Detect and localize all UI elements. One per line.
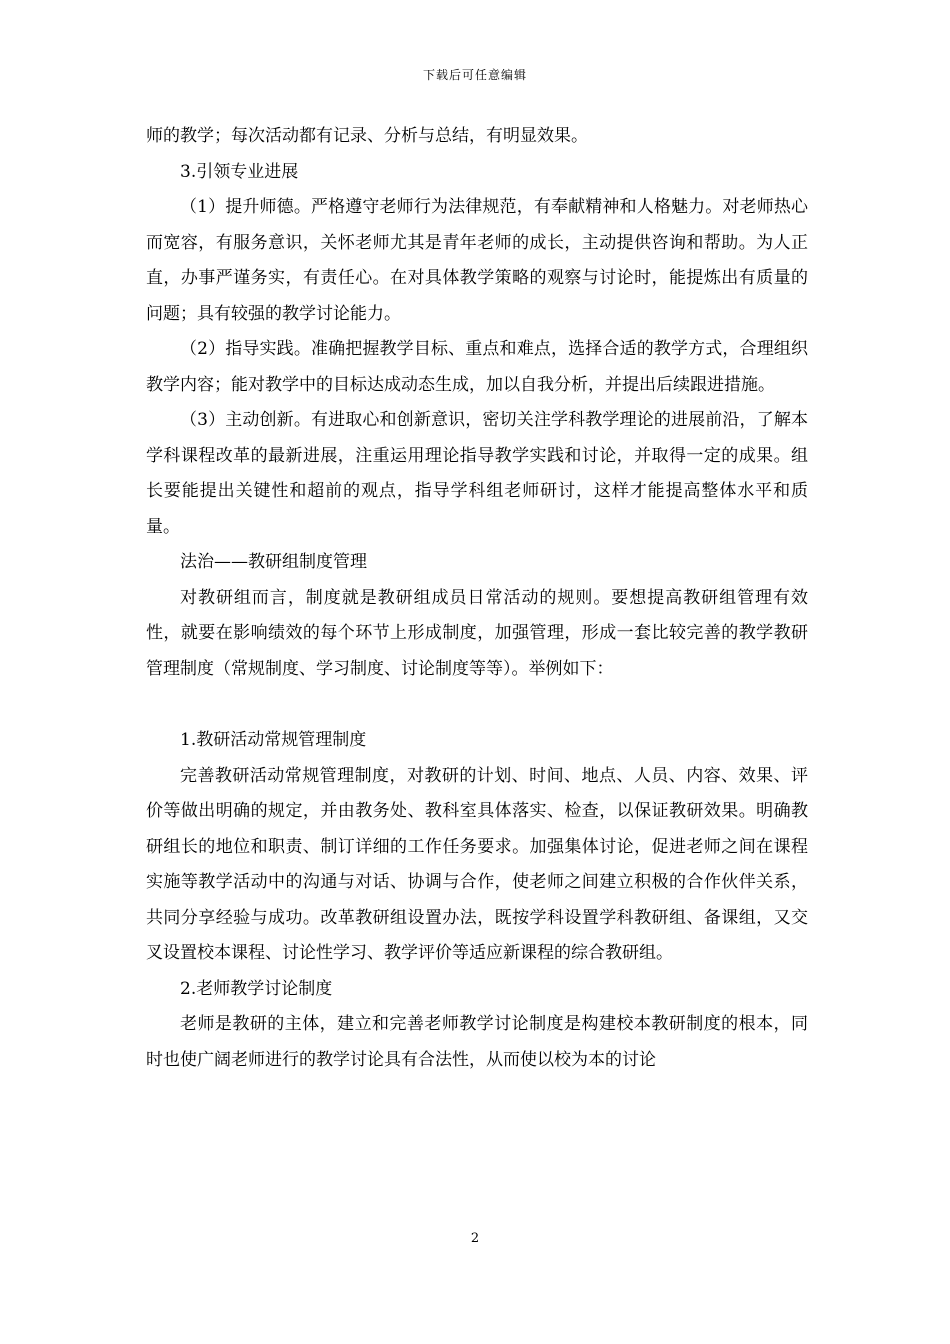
page-number: 2 (470, 1231, 480, 1246)
page-header: 下载后可任意编辑 (422, 68, 527, 82)
section-heading-routine-management: 1.教研活动常规管理制度 (180, 730, 367, 750)
paragraph-continuation: 师的教学；每次活动都有记录、分析与总结，有明显效果。 (146, 126, 588, 146)
document-body (146, 119, 808, 1078)
paragraph-guide-practice: （2）指导实践。准确把握教学目标、重点和难点，选择合适的教学方式，合理组织教学内容；能对教学中的目标达成动态生成，加以自我分析，并提出后续跟进措施。 (146, 339, 808, 395)
paragraph-teaching-discussion: 老师是教研的主体，建立和完善老师教学讨论制度是构建校本教研制度的根本，同时也使广阔老师进行的教学讨论具有合法性，从而使以校为本的讨论 (146, 1014, 808, 1070)
paragraph-teacher-ethics: （1）提升师德。严格遵守老师行为法律规范，有奉献精神和人格魅力。对老师热心而宽容，有服务意识，关怀老师尤其是青年老师的成长，主动提供咨询和帮助。为人正直，办事严谨务实，有责任心。在对具体教学策略的观察与讨论时，能提炼出有质量的问题；具有较强的教学讨论能力。 (146, 197, 808, 324)
section-heading-rule-of-law: 法治——教研组制度管理 (180, 552, 367, 572)
paragraph-system-rules: 对教研组而言，制度就是教研组成员日常活动的规则。要想提高教研组管理有效性，就要在影响绩效的每个环节上形成制度，加强管理，形成一套比较完善的教学教研管理制度（常规制度、学习制度、讨论制度等等）。举例如下： (146, 587, 808, 679)
paragraph-active-innovation: （3）主动创新。有进取心和创新意识，密切关注学科教学理论的进展前沿，了解本学科课程改革的最新进展，注重运用理论指导教学实践和讨论，并取得一定的成果。组长要能提出关键性和超前的观点，指导学科组老师研讨，这样才能提高整体水平和质量。 (146, 410, 808, 537)
section-heading-lead-professional-development: 3.引领专业进展 (180, 161, 299, 182)
section-heading-teaching-discussion: 2.老师教学讨论制度 (180, 978, 333, 999)
blank-line (146, 687, 808, 723)
paragraph-routine-management: 完善教研活动常规管理制度，对教研的计划、时间、地点、人员、内容、效果、评价等做出明确的规定，并由教务处、教科室具体落实、检查，以保证教研效果。明确教研组长的地位和职责、制订详细的工作任务要求。加强集体讨论，促进老师之间在课程实施等教学活动中的沟通与对话、协调与合作，使老师之间建立积极的合作伙伴关系，共同分享经验与成功。改革教研组设置办法，既按学科设置学科教研组、备课组，又交叉设置校本课程、讨论性学习、教学评价等适应新课程的综合教研组。 (146, 765, 808, 963)
